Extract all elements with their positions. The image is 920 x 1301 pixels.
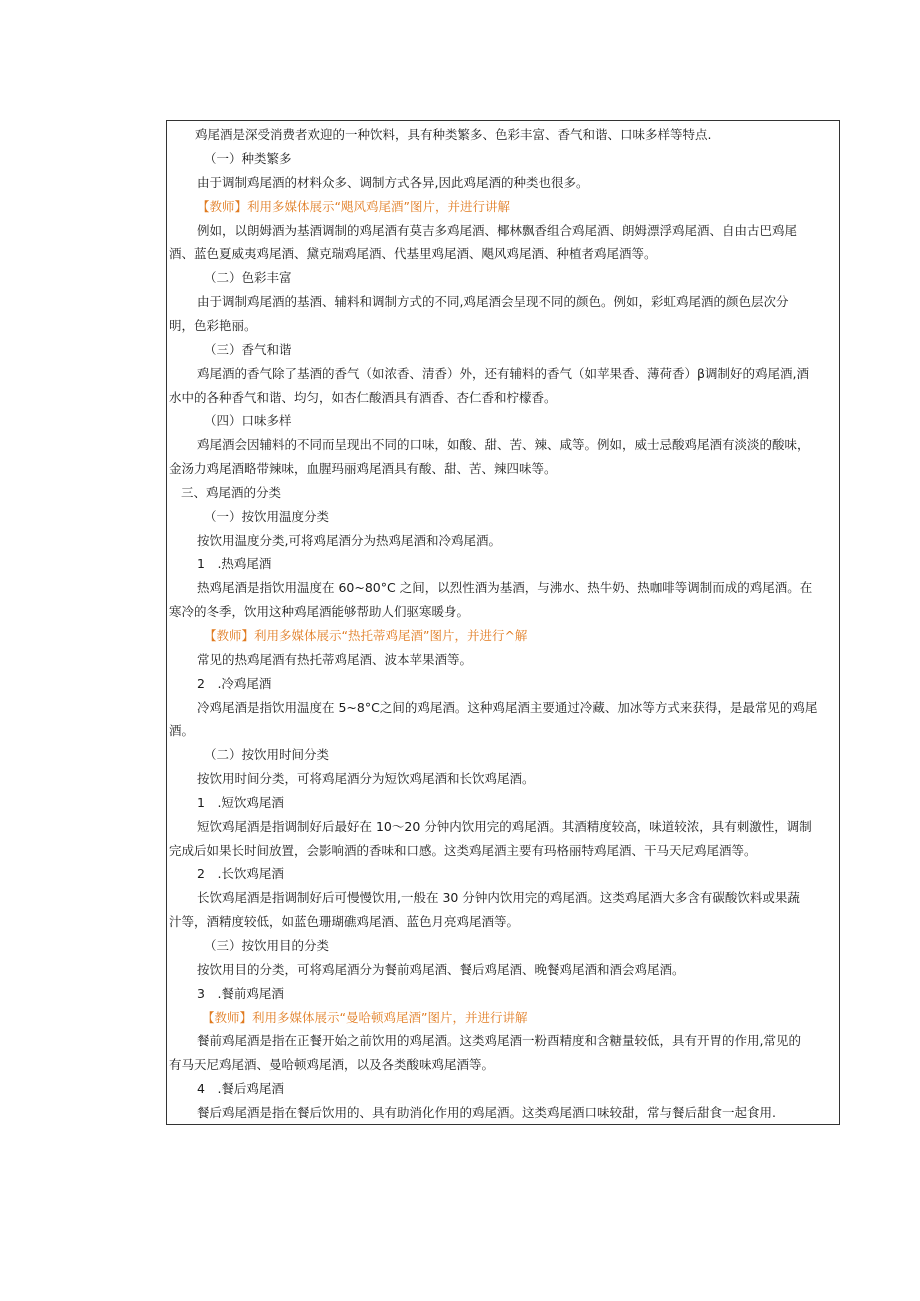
paragraph-line: 寒冷的冬季，饮用这种鸡尾酒能够帮助人们驱寒暖身。 xyxy=(169,604,470,619)
subheading: （三）按饮用目的分类 xyxy=(204,938,330,953)
paragraph-line: 酒。 xyxy=(169,723,195,738)
paragraph-line: 餐前鸡尾酒是指在正餐开始之前饮用的鸡尾酒。这类鸡尾酒一粉酉精度和含糖量较低，具有开胃的作用,常见的 xyxy=(197,1033,801,1048)
subheading: （四）口味多样 xyxy=(204,413,292,428)
teacher-note: 【教师】利用多媒体展示“热托蒂鸡尾酒”图片，并进行^解 xyxy=(204,628,528,643)
subheading: （一）按饮用温度分类 xyxy=(204,509,330,524)
paragraph-line: 由于调制鸡尾酒的基酒、辅料和调制方式的不同,鸡尾酒会呈现不同的颜色。例如，彩虹鸡尾酒的颜色层次分 xyxy=(197,294,789,309)
paragraph-line: 长饮鸡尾酒是指调制好后可慢慢饮用,一般在 30 分钟内饮用完的鸡尾酒。这类鸡尾酒大多含有碳酸饮料或果蔬 xyxy=(197,890,800,905)
numbered-heading: 3 .餐前鸡尾酒 xyxy=(197,986,284,1001)
paragraph-line: 餐后鸡尾酒是指在餐后饮用的、具有助消化作用的鸡尾酒。这类鸡尾酒口味较甜，常与餐后甜食一起食用. xyxy=(197,1105,776,1120)
subheading: （三）香气和谐 xyxy=(204,342,292,357)
paragraph-line: 例如，以朗姆酒为基酒调制的鸡尾酒有莫吉多鸡尾酒、椰林飘香组合鸡尾酒、朗姆漂浮鸡尾酒、自由古巴鸡尾 xyxy=(197,223,798,238)
paragraph-line: 按饮用时间分类，可将鸡尾酒分为短饮鸡尾酒和长饮鸡尾酒。 xyxy=(197,771,535,786)
paragraph-line: 热鸡尾酒是指饮用温度在 60~80°C 之间，以烈性酒为基酒，与沸水、热牛奶、热咖啡等调制而成的鸡尾酒。在 xyxy=(197,580,813,595)
paragraph-line: 明，色彩艳丽。 xyxy=(169,318,257,333)
section-heading: 三、鸡尾酒的分类 xyxy=(181,485,282,500)
paragraph-line: 按饮用目的分类，可将鸡尾酒分为餐前鸡尾酒、餐后鸡尾酒、晚餐鸡尾酒和酒会鸡尾酒。 xyxy=(197,962,685,977)
paragraph-line: 水中的各种香气和谐、均匀，如杏仁酸酒具有酒香、杏仁香和柠檬香。 xyxy=(169,390,557,405)
paragraph-line: 冷鸡尾酒是指饮用温度在 5~8°C之间的鸡尾酒。这种鸡尾酒主要通过冷藏、加冰等方式来获得，是最常见的鸡尾 xyxy=(197,700,818,715)
numbered-heading: 4 .餐后鸡尾酒 xyxy=(197,1081,284,1096)
paragraph-line: 酒、蓝色夏威夷鸡尾酒、黛克瑞鸡尾酒、代基里鸡尾酒、飓风鸡尾酒、种植者鸡尾酒等。 xyxy=(169,246,657,261)
subheading: （二）色彩丰富 xyxy=(204,270,292,285)
paragraph-line: 短饮鸡尾酒是指调制好后最好在 10〜20 分钟内饮用完的鸡尾酒。其酒精度较高，味道较浓，具有刺激性，调制 xyxy=(197,819,812,834)
paragraph-line: 完成后如果长时间放置，会影响酒的香味和口感。这类鸡尾酒主要有玛格丽特鸡尾酒、干马天尼鸡尾酒等。 xyxy=(169,843,757,858)
teacher-note: 【教师】利用多媒体展示“飓风鸡尾酒”图片，并进行讲解 xyxy=(197,199,510,214)
paragraph-line: 由于调制鸡尾酒的材料众多、调制方式各异,因此鸡尾酒的种类也很多。 xyxy=(197,175,589,190)
subheading: （二）按饮用时间分类 xyxy=(204,747,330,762)
paragraph-line: 有马天尼鸡尾酒、曼哈顿鸡尾酒，以及各类酸味鸡尾酒等。 xyxy=(169,1057,495,1072)
numbered-heading: 2 .冷鸡尾酒 xyxy=(197,676,272,691)
paragraph-line: 金汤力鸡尾酒略带辣味，血腥玛丽鸡尾酒具有酸、甜、苦、辣四味等。 xyxy=(169,461,557,476)
numbered-heading: 1 .热鸡尾酒 xyxy=(197,556,272,571)
paragraph-line: 鸡尾酒是深受消费者欢迎的一种饮料，具有种类繁多、色彩丰富、香气和谐、口味多样等特点. xyxy=(195,127,712,142)
document-frame xyxy=(166,120,840,1125)
paragraph-line: 常见的热鸡尾酒有热托蒂鸡尾酒、波本苹果酒等。 xyxy=(197,652,473,667)
subheading: （一）种类繁多 xyxy=(204,151,292,166)
numbered-heading: 1 .短饮鸡尾酒 xyxy=(197,795,284,810)
numbered-heading: 2 .长饮鸡尾酒 xyxy=(197,866,284,881)
paragraph-line: 按饮用温度分类,可将鸡尾酒分为热鸡尾酒和冷鸡尾酒。 xyxy=(197,533,501,548)
paragraph-line: 鸡尾酒会因辅料的不同而呈现出不同的口味，如酸、甜、苦、辣、咸等。例如，威士忌酸鸡尾酒有淡淡的酸味， xyxy=(197,437,810,452)
paragraph-line: 汁等，酒精度较低，如蓝色珊瑚礁鸡尾酒、蓝色月亮鸡尾酒等。 xyxy=(169,914,520,929)
paragraph-line: 鸡尾酒的香气除了基酒的香气（如浓香、清香）外，还有辅料的香气（如苹果香、薄荷香）β调制好的鸡尾酒,酒 xyxy=(197,366,809,381)
teacher-note: 【教师】利用多媒体展示“曼哈顿鸡尾酒”图片，并进行讲解 xyxy=(202,1010,528,1025)
